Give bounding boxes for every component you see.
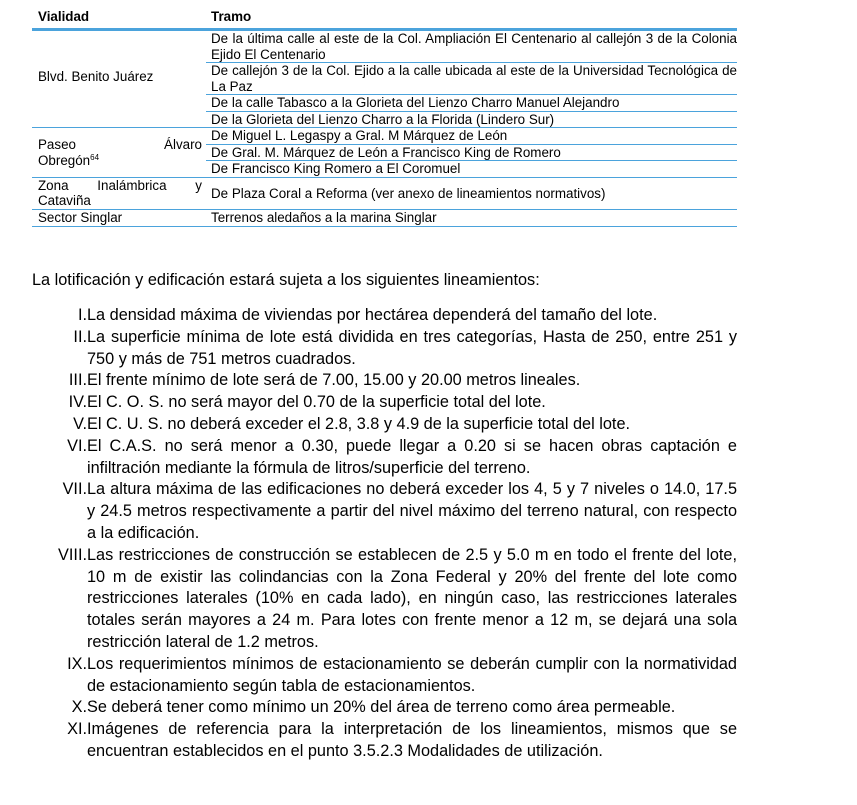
list-item: III. El frente mínimo de lote será de 7.00, 15.00 y 20.00 metros lineales. bbox=[68, 371, 581, 390]
tramo-row: De Gral. M. Márquez de León a Francisco King de Romero bbox=[206, 145, 737, 162]
header-vialidad: Vialidad bbox=[38, 9, 90, 24]
vialidad-name: Zona Inalámbrica y Cataviña bbox=[38, 177, 202, 208]
list-item: II. La superficie mínima de lote está dividida en tres categorías, Hasta de 250, entre 251 y 750 y más de 751 metros cuadrados. bbox=[73, 327, 737, 368]
list-item: VI. El C.A.S. no será menor a 0.30, puede llegar a 0.20 si se hacen obras captación e infiltración mediante la fórmula de litros/superficie del terreno. bbox=[67, 436, 737, 477]
table-group bbox=[32, 178, 737, 211]
list-item: IV. El C. O. S. no será mayor del 0.70 de la superficie total del lote. bbox=[68, 393, 546, 412]
list-item: VIII. Las restricciones de construcción se establecen de 2.5 y 5.0 m en todo el frente del lote, 10 m de existir las colindancias con la Zona Federal y 20% del frente del lote como restricciones laterales (10% en cada lado), en ningún caso, las restricciones laterales totales serán mayores a 24 m. Para lotes con frente menor a 12 m, se dejará una sola restricción lateral de 1.2 metros. bbox=[58, 545, 737, 651]
vialidad-name: Blvd. Benito Juárez bbox=[38, 69, 154, 84]
list-item: XI. Imágenes de referencia para la interpretación de los lineamientos, mismos que se encuentran establecidos en el punto 3.5.2.3 Modalidades de utilización. bbox=[67, 720, 737, 760]
vialidad-table bbox=[32, 8, 737, 227]
vialidad-name: Sector Singlar bbox=[38, 210, 123, 225]
tramo-row: Terrenos aledaños a la marina Singlar bbox=[211, 210, 437, 225]
table-group bbox=[32, 128, 737, 178]
tramo-row: De Francisco King Romero a El Coromuel bbox=[211, 161, 461, 176]
list-item: I. La densidad máxima de viviendas por hectárea dependerá del tamaño del lote. bbox=[77, 306, 658, 324]
table-group bbox=[32, 210, 737, 227]
vialidad-name: Paseo Álvaro Obregón$^{64}$ bbox=[38, 137, 202, 168]
lineamientos-list bbox=[32, 305, 737, 763]
tramo-row: De callejón 3 de la Col. Ejido a la calle ubicada al este de la Universidad Tecnológica de La Paz bbox=[206, 63, 737, 95]
list-item: X. Se deberá tener como mínimo un 20% del área de terreno como área permeable. bbox=[71, 698, 676, 717]
tramo-row: De Plaza Coral a Reforma (ver anexo de lineamientos normativos) bbox=[211, 185, 606, 201]
table-group bbox=[32, 31, 737, 128]
list-item: V. El C. U. S. no deberá exceder el 2.8, 3.8 y 4.9 de la superficie total del lote. bbox=[73, 414, 631, 433]
list-item: VII. La altura máxima de las edificaciones no deberá exceder los 4, 5 y 7 niveles o 14.0, 17.5 y 24.5 metros respectivamente a partir del nivel máximo del terreno natural, con respecto a la edificación. bbox=[62, 480, 737, 542]
tramo-row: De Miguel L. Legaspy a Gral. M Márquez de León bbox=[206, 128, 737, 145]
intro-paragraph: La lotificación y edificación estará sujeta a los siguientes lineamientos: bbox=[32, 271, 540, 289]
header-tramo: Tramo bbox=[211, 9, 252, 24]
tramo-row: De la Glorieta del Lienzo Charro a la Florida (Lindero Sur) bbox=[211, 111, 555, 127]
list-item: IX. Los requerimientos mínimos de estacionamiento se deberán cumplir con la normatividad de estacionamiento según tabla de estacionamientos. bbox=[67, 654, 737, 695]
tramo-row: De la calle Tabasco a la Glorieta del Lienzo Charro Manuel Alejandro bbox=[206, 95, 737, 112]
table-header bbox=[32, 8, 737, 31]
tramo-row: De la última calle al este de la Col. Ampliación El Centenario al callejón 3 de la Colonia Ejido El Centenario bbox=[206, 31, 737, 63]
